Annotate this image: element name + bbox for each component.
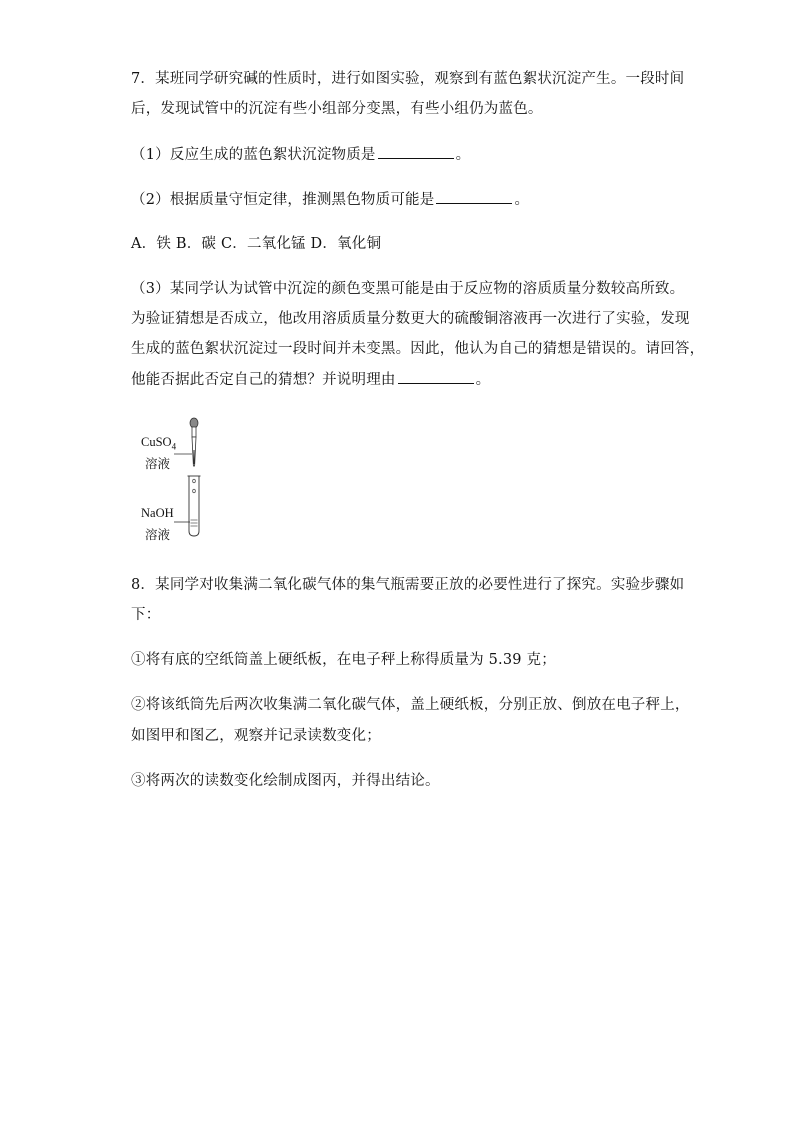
q8-step-1: ①将有底的空纸筒盖上硬纸板，在电子秤上称得质量为 5.39 克； bbox=[131, 652, 556, 668]
q7-sub1-text: （1）反应生成的蓝色絮状沉淀物质是 bbox=[131, 147, 376, 163]
q8-line-2: 下： bbox=[131, 607, 161, 623]
q7-sub3-end: 。 bbox=[475, 372, 491, 388]
q7-sub3-line-2: 为验证猜想是否成立，他改用溶质质量分数更大的硫酸铜溶液再一次进行了实验，发现 bbox=[131, 311, 690, 327]
q7-sub1 bbox=[131, 143, 470, 164]
naoh-label: NaOH bbox=[141, 506, 174, 520]
q7-sub1-end: 。 bbox=[455, 147, 471, 163]
q7-sub3-text: 他能否据此否定自己的猜想？并说明理由 bbox=[131, 372, 396, 388]
cuso4-subscript: 4 bbox=[171, 441, 177, 452]
q8-step-3: ③将两次的读数变化绘制成图丙，并得出结论。 bbox=[131, 773, 440, 789]
dropper-icon bbox=[190, 418, 198, 466]
naoh-solution-label: 溶液 bbox=[145, 528, 171, 542]
answer-blank-2[interactable] bbox=[436, 189, 512, 204]
cuso4-formula: CuSO bbox=[141, 435, 172, 449]
q7-sub2-text: （2）根据质量守恒定律，推测黑色物质可能是 bbox=[131, 192, 435, 208]
q8-line-1: 8．某同学对收集满二氧化碳气体的集气瓶需要正放的必要性进行了探究。实验步骤如 bbox=[131, 577, 685, 593]
q7-sub3-line-3: 生成的蓝色絮状沉淀过一段时间并未变黑。因此，他认为自己的猜想是错误的。请回答， bbox=[131, 341, 705, 357]
apparatus-drawing bbox=[138, 414, 228, 544]
experiment-figure bbox=[138, 414, 228, 544]
q7-sub2-end: 。 bbox=[514, 192, 530, 208]
answer-blank-1[interactable] bbox=[378, 144, 454, 159]
answer-blank-3[interactable] bbox=[398, 369, 474, 384]
q7-sub3-line-1: （3）某同学认为试管中沉淀的颜色变黑可能是由于反应物的溶质质量分数较高所致。 bbox=[131, 281, 685, 297]
q7-line-1: 7．某班同学研究碱的性质时，进行如图实验，观察到有蓝色絮状沉淀产生。一段时间 bbox=[131, 71, 685, 87]
q7-options: A．铁 B．碳 C．二氧化锰 D．氧化铜 bbox=[131, 236, 382, 252]
q7-line-2: 后，发现试管中的沉淀有些小组部分变黑，有些小组仍为蓝色。 bbox=[131, 101, 543, 117]
test-tube-icon bbox=[188, 476, 201, 536]
q8-step-2-line-1: ②将该纸筒先后两次收集满二氧化碳气体，盖上硬纸板，分别正放、倒放在电子秤上， bbox=[131, 697, 690, 713]
q7-sub2 bbox=[131, 188, 529, 209]
cuso4-solution-label: 溶液 bbox=[145, 457, 171, 471]
q7-sub3-line-4 bbox=[131, 368, 490, 389]
q8-step-2-line-2: 如图甲和图乙，观察并记录读数变化； bbox=[131, 728, 381, 744]
